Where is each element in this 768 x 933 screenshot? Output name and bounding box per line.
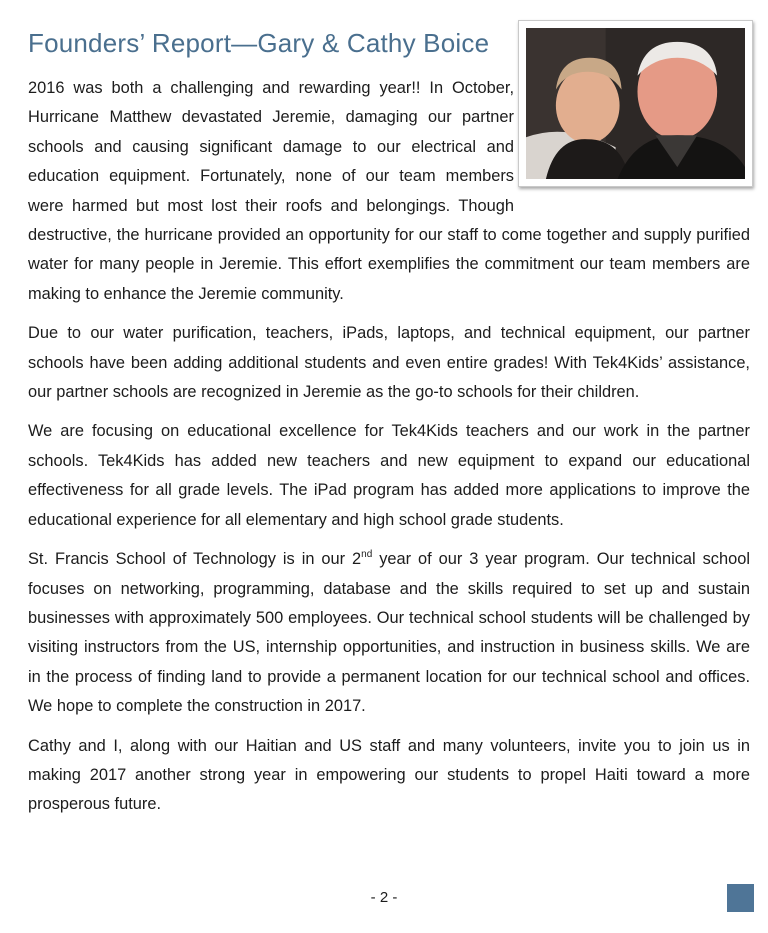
ordinal-suffix: nd [361, 548, 373, 560]
paragraph-technical-school-rest: year of our 3 year program. Our technical school focuses on networking, programming, database and the skills required to set up and sustain businesses with approximately 500 employees. Our technical school students will be challenged by visiting instructors from the US, internship opportunities, and instruction in business skills. We are in the process of finding land to provide a permanent location for our technical school and offices. We hope to complete the construction in 2017. [28, 550, 750, 716]
paragraph-closing: Cathy and I, along with our Haitian and US staff and many volunteers, invite you to join us in making 2017 another strong year in empowering our students to propel Haiti toward a more prosperous future. [28, 736, 750, 814]
paragraph-technical-school [28, 545, 750, 721]
corner-accent-square [727, 884, 754, 912]
paragraph-hurricane: 2016 was both a challenging and rewarding year!! In October, Hurricane Matthew devastated Jeremie, damaging our partner schools and causing significant damage to our electrical and education equipment. Fortunately, none of our team members were harmed but most lost their roofs and belongings. Though destructive, the hurricane provided an opportunity for our staff to come together and supply purified water for many people in Jeremie. This effort exemplifies the commitment our team members are making to enhance the Jeremie community. [28, 79, 750, 303]
page-title: Founders’ Report—Gary & Cathy Boice [28, 28, 490, 58]
paragraph-technical-school-start: St. Francis School of Technology is in our 2 [28, 550, 362, 569]
paragraph-excellence: We are focusing on educational excellence for Tek4Kids teachers and our work in the partner schools. Tek4Kids has added new teachers and new equipment to expand our educational effectiveness for all grade levels. The iPad program has added more applications to improve the educational experience for all elementary and high school grade students. [28, 422, 750, 529]
paragraph-growth: Due to our water purification, teachers, iPads, laptops, and technical equipment, our partner schools have been adding additional students and even entire grades! With Tek4Kids’ assistance, our partner schools are recognized in Jeremie as the go-to schools for their children. [28, 324, 750, 402]
report-body [28, 74, 750, 830]
page-number: - 2 - [370, 889, 398, 906]
photo-float-spacer [514, 74, 750, 192]
